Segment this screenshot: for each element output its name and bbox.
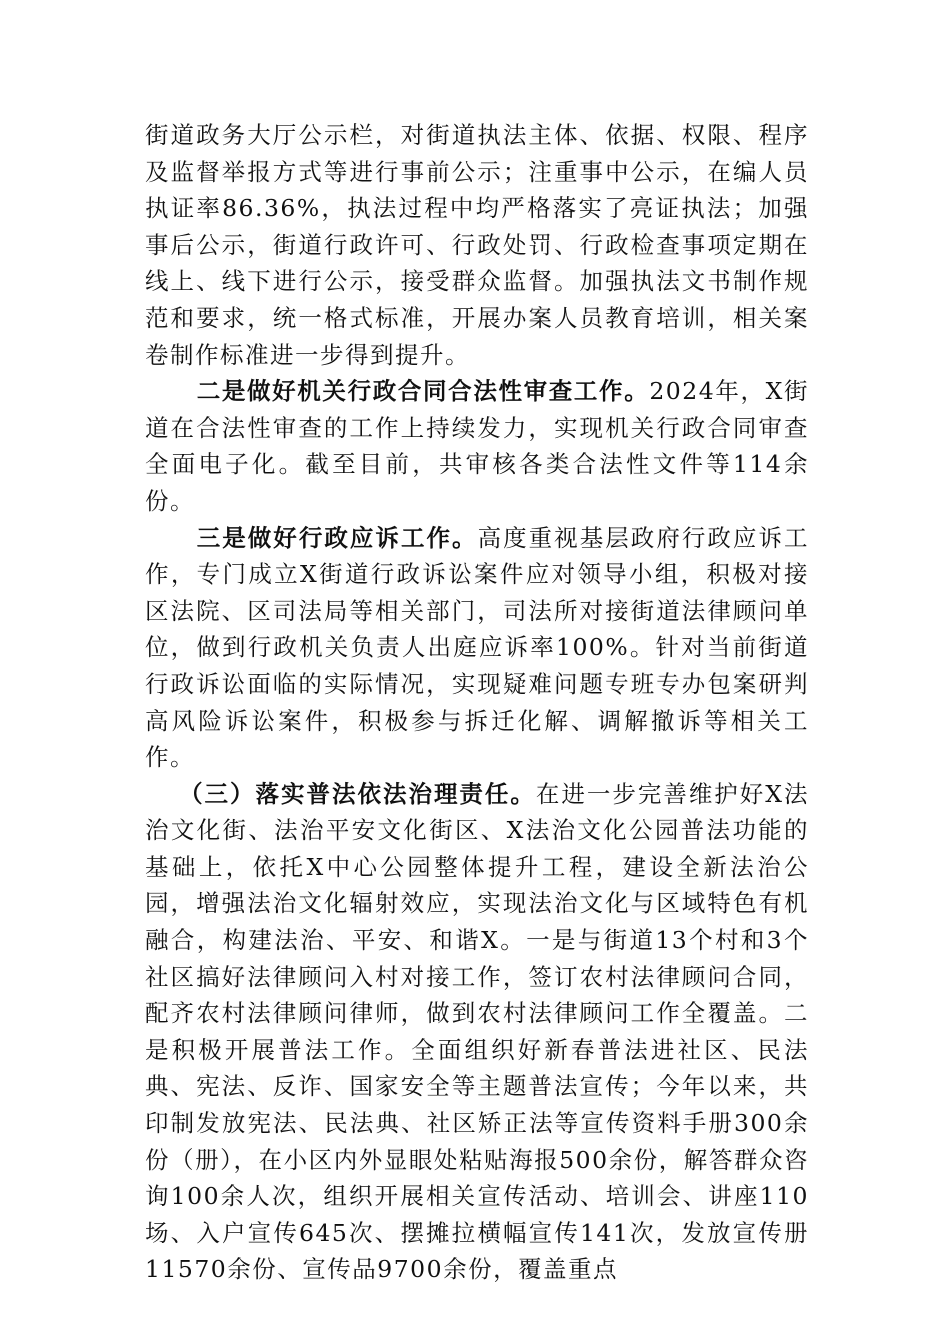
paragraph-body: 在进一步完善维护好X法治文化街、法治平安文化街区、X法治文化公园普法功能的基础上，依托X中心公园整体提升工程，建设全新法治公园，增强法治文化辐射效应，实现法治文化与区域特色有机融合，构建法治、平安、和谐X。一是与街道13个村和3个社区搞好法律顾问入村对接工作，签订农村法律顾问合同，配齐农村法律顾问律师，做到农村法律顾问工作全覆盖。二是积极开展普法工作。全面组织好新春普法进社区、民法典、宪法、反诈、国家安全等主题普法宣传；今年以来，共印制发放宪法、民法典、社区矫正法等宣传资料手册300余份（册），在小区内外显眼处粘贴海报500余份，解答群众咨询100余人次，组织开展相关宣传活动、培训会、讲座110场、入户宣传645次、摆摊拉横幅宣传141次，发放宣传册11570余份、宣传品9700余份，覆盖重点 xyxy=(145,779,809,1284)
paragraph-lead-heading: 三是做好行政应诉工作。 xyxy=(196,523,478,552)
section-heading: （三）落实普法依法治理责任。 xyxy=(179,779,536,808)
paragraph-contract-review xyxy=(145,373,809,519)
paragraph-administrative-litigation xyxy=(145,520,809,776)
paragraph-body: 2024年，X街道在合法性审查的工作上持续发力，实现机关行政合同审查全面电子化。截至目前，共审核各类合法性文件等114余份。 xyxy=(145,377,809,515)
paragraph-lead-heading: 二是做好机关行政合同合法性审查工作。 xyxy=(196,377,650,406)
paragraph-body: 高度重视基层政府行政应诉工作，专门成立X街道行政诉讼案件应对领导小组，积极对接区法院、区司法局等相关部门，司法所对接街道法律顾问单位，做到行政机关负责人出庭应诉率100%。针对当前街道行政诉讼面临的实际情况，实现疑难问题专班专办包案研判高风险诉讼案件，积极参与拆迁化解、调解撤诉等相关工作。 xyxy=(145,523,810,772)
document-body xyxy=(145,117,809,1288)
paragraph-legal-education xyxy=(145,776,809,1288)
paragraph-law-enforcement-publicity xyxy=(145,117,809,373)
paragraph-body: 街道政务大厅公示栏，对街道执法主体、依据、权限、程序及监督举报方式等进行事前公示；注重事中公示，在编人员执证率86.36%，执法过程中均严格落实了亮证执法；加强事后公示，街道行政许可、行政处罚、行政检查事项定期在线上、线下进行公示，接受群众监督。加强执法文书制作规范和要求，统一格式标准，开展办案人员教育培训，相关案卷制作标准进一步得到提升。 xyxy=(145,121,809,369)
